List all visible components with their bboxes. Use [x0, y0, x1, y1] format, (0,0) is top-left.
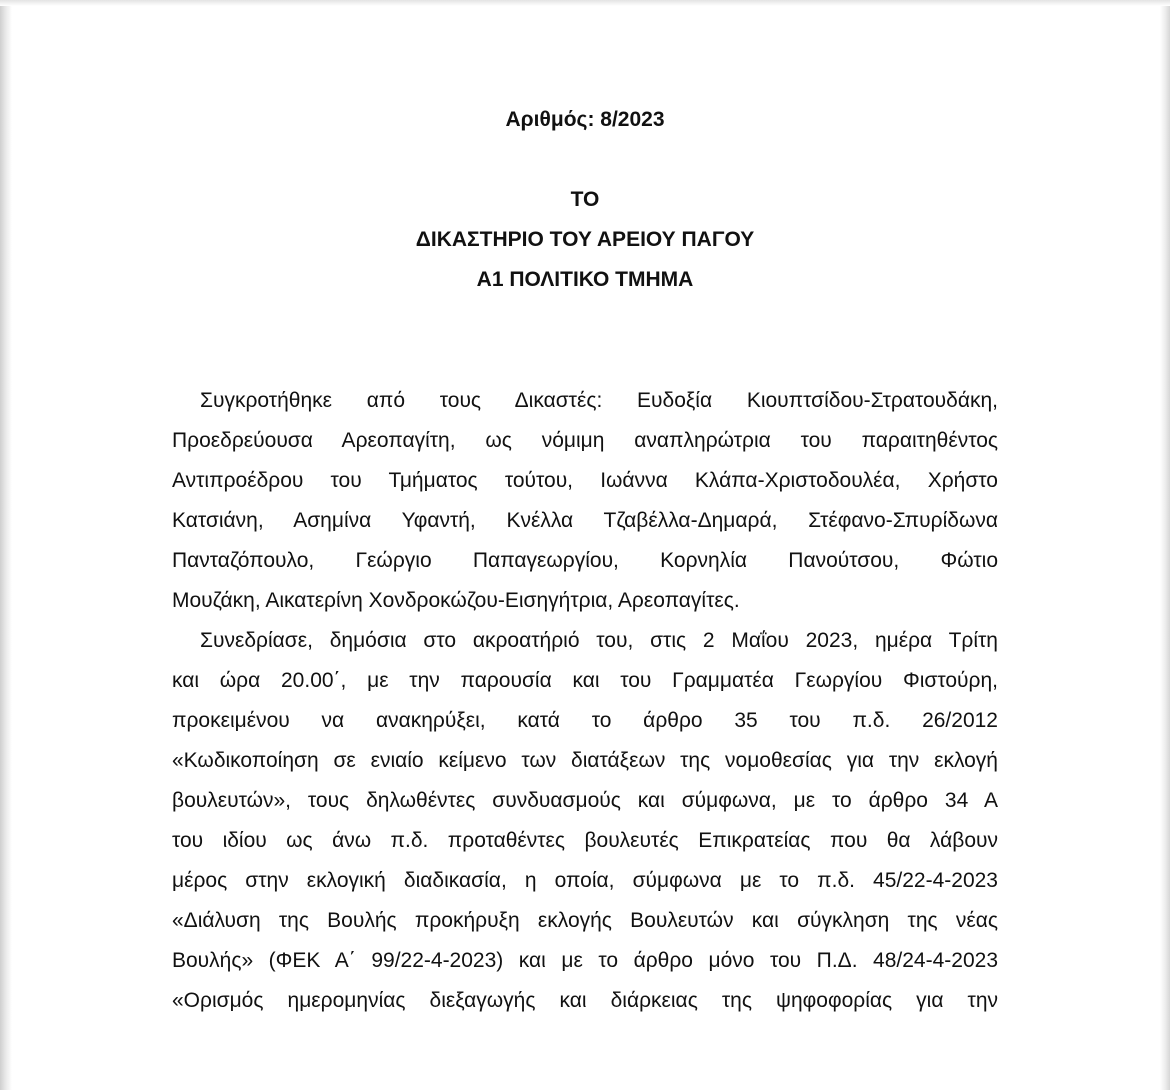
page-edge-left	[0, 0, 12, 1090]
paragraph-line: Μουζάκη, Αικατερίνη Χονδροκώζου-Εισηγήτρια, Αρεοπαγίτες.	[172, 589, 740, 612]
paragraph-line: Αντιπροέδρου του Τμήματος τούτου, Ιωάννα Κλάπα-Χριστοδουλέα, Χρήστο	[172, 469, 998, 492]
paragraph-line: βουλευτών», τους δηλωθέντες συνδυασμούς και σύμφωνα, με το άρθρο 34 Α	[172, 789, 998, 812]
paragraph-line: Βουλής» (ΦΕΚ Α΄ 99/22-4-2023) και με το άρθρο μόνο του Π.Δ. 48/24-4-2023	[172, 949, 998, 972]
paragraph-line: «Ορισμός ημερομηνίας διεξαγωγής και διάρκειας της ψηφοφορίας για την	[172, 989, 998, 1012]
paragraph-line: «Κωδικοποίηση σε ενιαίο κείμενο των διατάξεων της νομοθεσίας για την εκλογή	[172, 749, 998, 772]
decision-number: Αριθμός: 8/2023	[505, 108, 665, 131]
composition-paragraph	[172, 381, 998, 621]
page-edge-top	[0, 0, 1170, 6]
paragraph-line: Κατσιάνη, Ασημίνα Υφαντή, Κνέλλα Τζαβέλλα-Δημαρά, Στέφανο-Σπυρίδωνα	[172, 509, 998, 532]
paragraph-line: προκειμένου να ανακηρύξει, κατά το άρθρο 35 του π.δ. 26/2012	[172, 709, 998, 732]
paragraph-line: και ώρα 20.00΄, με την παρουσία και του Γραμματέα Γεωργίου Φιστούρη,	[172, 669, 998, 692]
page-edge-right	[1160, 0, 1170, 1090]
paragraph-line: μέρος στην εκλογική διαδικασία, η οποία, σύμφωνα με το π.δ. 45/22-4-2023	[172, 869, 998, 892]
session-paragraph	[172, 621, 998, 1021]
paragraph-line: Πανταζόπουλο, Γεώργιο Παπαγεωργίου, Κορνηλία Πανούτσου, Φώτιο	[172, 549, 998, 572]
paragraph-line: Προεδρεύουσα Αρεοπαγίτη, ως νόμιμη αναπληρώτρια του παραιτηθέντος	[172, 429, 998, 452]
paragraph-line: Συνεδρίασε, δημόσια στο ακροατήριό του, στις 2 Μαΐου 2023, ημέρα Τρίτη	[200, 629, 998, 652]
paragraph-line: του ιδίου ως άνω π.δ. προταθέντες βουλευτές Επικρατείας που θα λάβουν	[172, 829, 998, 852]
court-division: Α1 ΠΟΛΙΤΙΚΟ ΤΜΗΜΑ	[476, 268, 694, 291]
paragraph-line: «Διάλυση της Βουλής προκήρυξη εκλογής Βουλευτών και σύγκληση της νέας	[172, 909, 998, 932]
paragraph-line: Συγκροτήθηκε από τους Δικαστές: Ευδοξία Κιουπτσίδου-Στρατουδάκη,	[200, 389, 998, 412]
court-name: ΔΙΚΑΣΤΗΡΙΟ ΤΟΥ ΑΡΕΙΟΥ ΠΑΓΟΥ	[415, 228, 755, 251]
court-header-line-1: ΤΟ	[570, 188, 600, 211]
